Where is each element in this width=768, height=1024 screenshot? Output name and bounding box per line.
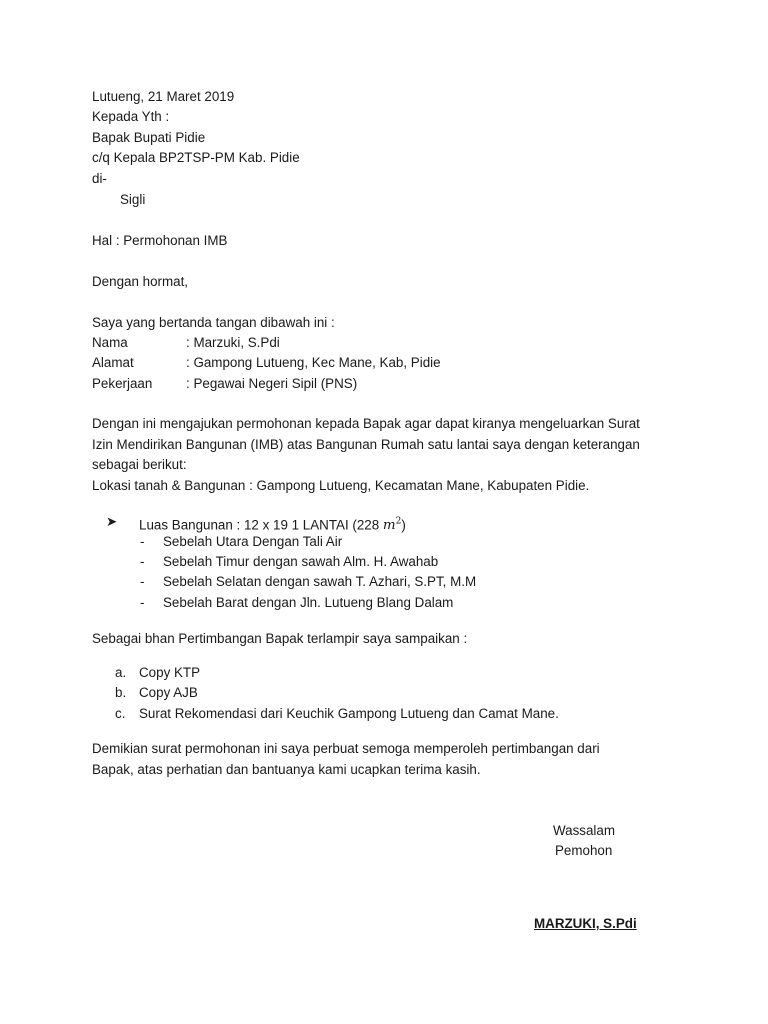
list-marker: a. bbox=[115, 665, 127, 680]
body-line-4: Lokasi tanah & Bangunan : Gampong Lutueng, Kecamatan Mane, Kabupaten Pidie. bbox=[92, 478, 590, 493]
cq-line: c/q Kepala BP2TSP-PM Kab. Pidie bbox=[92, 150, 300, 165]
place-date: Lutueng, 21 Maret 2019 bbox=[92, 89, 235, 104]
signer-name: MARZUKI, S.Pdi bbox=[534, 916, 637, 931]
di-line: di- bbox=[92, 171, 107, 186]
attachment-item: Copy KTP bbox=[139, 665, 201, 680]
intro-line: Saya yang bertanda tangan dibawah ini : bbox=[92, 315, 335, 330]
signer-role: Pemohon bbox=[555, 843, 613, 858]
subject-line: Hal : Permohonan IMB bbox=[92, 233, 228, 248]
field-value: : Pegawai Negeri Sipil (PNS) bbox=[186, 376, 358, 391]
body-line-3: sebagai berikut: bbox=[92, 457, 187, 472]
arrow-bullet-icon: ➤ bbox=[106, 514, 118, 529]
border-item: Sebelah Timur dengan sawah Alm. H. Awahab bbox=[163, 554, 439, 569]
border-item: Sebelah Barat dengan Jln. Lutueng Blang Dalam bbox=[163, 595, 454, 610]
body-line-1: Dengan ini mengajukan permohonan kepada Bapak agar dapat kiranya mengeluarkan Surat bbox=[92, 416, 640, 431]
closing-line-1: Demikian surat permohonan ini saya perbuat semoga memperoleh pertimbangan dari bbox=[92, 741, 600, 756]
attach-intro: Sebagai bhan Pertimbangan Bapak terlampir saya sampaikan : bbox=[92, 631, 468, 646]
dash-icon: - bbox=[140, 574, 145, 589]
greeting: Dengan hormat, bbox=[92, 274, 189, 289]
field-label: Pekerjaan bbox=[92, 376, 153, 391]
dash-icon: - bbox=[140, 595, 145, 610]
dash-icon: - bbox=[140, 534, 145, 549]
city-line: Sigli bbox=[120, 192, 146, 207]
luas-close: ) bbox=[401, 517, 406, 533]
list-marker: c. bbox=[115, 706, 126, 721]
dash-icon: - bbox=[140, 554, 145, 569]
attachment-item: Surat Rekomendasi dari Keuchik Gampong Lutueng dan Camat Mane. bbox=[139, 706, 559, 721]
field-value: : Marzuki, S.Pdi bbox=[186, 335, 280, 350]
luas-unit-m: m bbox=[382, 518, 396, 534]
list-marker: b. bbox=[115, 685, 127, 700]
luas-unit bbox=[383, 518, 401, 533]
border-item: Sebelah Utara Dengan Tali Air bbox=[163, 534, 343, 549]
field-label: Alamat bbox=[92, 355, 134, 370]
to-label: Kepada Yth : bbox=[92, 109, 170, 124]
field-label: Nama bbox=[92, 335, 128, 350]
field-pekerjaan bbox=[92, 374, 357, 394]
border-item: Sebelah Selatan dengan sawah T. Azhari, S.PT, M.M bbox=[163, 574, 477, 589]
field-alamat bbox=[92, 353, 441, 373]
attachment-item: Copy AJB bbox=[139, 685, 198, 700]
recipient: Bapak Bupati Pidie bbox=[92, 130, 206, 145]
closing-line-2: Bapak, atas perhatian dan bantuanya kami ucapkan terima kasih. bbox=[92, 762, 481, 777]
body-line-2: Izin Mendirikan Bangunan (IMB) atas Bangunan Rumah satu lantai saya dengan keterangan bbox=[92, 437, 640, 452]
field-value: : Gampong Lutueng, Kec Mane, Kab, Pidie bbox=[186, 355, 441, 370]
luas-text: Luas Bangunan : 12 x 19 1 LANTAI (228 bbox=[139, 517, 383, 533]
luas-unit-exp: 2 bbox=[395, 517, 402, 527]
field-nama bbox=[92, 333, 280, 353]
salam: Wassalam bbox=[553, 823, 616, 838]
